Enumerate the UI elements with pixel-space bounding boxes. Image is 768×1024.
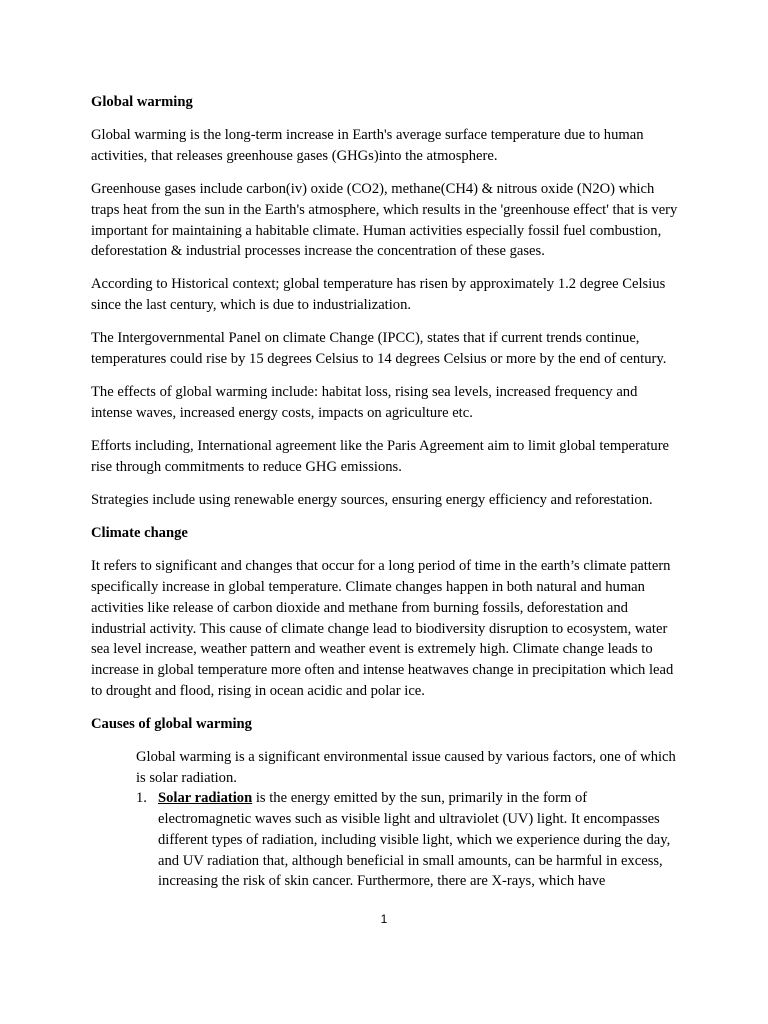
- paragraph: Strategies include using renewable energy sources, ensuring energy efficiency and reforestation.: [91, 492, 653, 509]
- paragraph: According to Historical context; global temperature has risen by approximately 1.2 degree Celsius since the last century, which is due to industrialization.: [91, 276, 666, 314]
- page-number: 1: [380, 912, 388, 926]
- list-text: is the energy emitted by the sun, primarily in the form of electromagnetic waves such as visible light and ultraviolet (UV) light. It encompasses different types of radiation, including visible light, which we experience during the day, and UV radiation that, although beneficial in small amounts, can be harmful in excess, increasing the risk of skin cancer. Furthermore, there are X-rays, which have: [158, 790, 671, 890]
- document-page: [91, 92, 681, 892]
- section-global-warming: [91, 92, 681, 511]
- paragraph: It refers to significant and changes that occur for a long period of time in the earth’s climate pattern specifically increase in global temperature. Climate changes happen in both natural and human activities like release of carbon dioxide and methane from burning fossils, deforestation and industrial activity. This cause of climate change lead to biodiversity disruption to ecosystem, water sea level increase, weather pattern and weather event is extremely high. Climate change leads to increase in global temperature more often and intense heatwaves change in precipitation which lead to drought and flood, rising in ocean acidic and polar ice.: [91, 558, 674, 699]
- list-term: Solar radiation: [158, 790, 253, 807]
- list-item: [136, 788, 681, 892]
- section-heading: Global warming: [91, 94, 193, 110]
- section-heading: Causes of global warming: [91, 715, 252, 732]
- paragraph: Efforts including, International agreement like the Paris Agreement aim to limit global temperature rise through commitments to reduce GHG emissions.: [91, 438, 670, 475]
- paragraph: The Intergovernmental Panel on climate Change (IPCC), states that if current trends continue, temperatures could rise by 15 degrees Celsius to 14 degrees Celsius or more by the end of century.: [91, 330, 667, 368]
- section-climate-change: [91, 523, 681, 701]
- list-number: 1.: [136, 790, 147, 807]
- paragraph: Global warming is the long-term increase in Earth's average surface temperature due to human activities, that releases greenhouse gases (GHGs)into the atmosphere.: [91, 127, 644, 164]
- section-heading: Climate change: [91, 525, 188, 542]
- numbered-list: [91, 788, 681, 892]
- section-causes-of-global-warming: [91, 714, 681, 892]
- intro-paragraph: Global warming is a significant environmental issue caused by various factors, one of which is solar radiation.: [136, 749, 676, 786]
- paragraph: Greenhouse gases include carbon(iv) oxide (CO2), methane(CH4) & nitrous oxide (N2O) which traps heat from the sun in the Earth's atmosphere, which results in the 'greenhouse effect' that is very important for maintaining a habitable climate. Human activities especially fossil fuel combustion, deforestation & industrial processes increase the concentration of these gases.: [91, 181, 678, 260]
- paragraph: The effects of global warming include: habitat loss, rising sea levels, increased frequency and intense waves, increased energy costs, impacts on agriculture etc.: [91, 384, 638, 421]
